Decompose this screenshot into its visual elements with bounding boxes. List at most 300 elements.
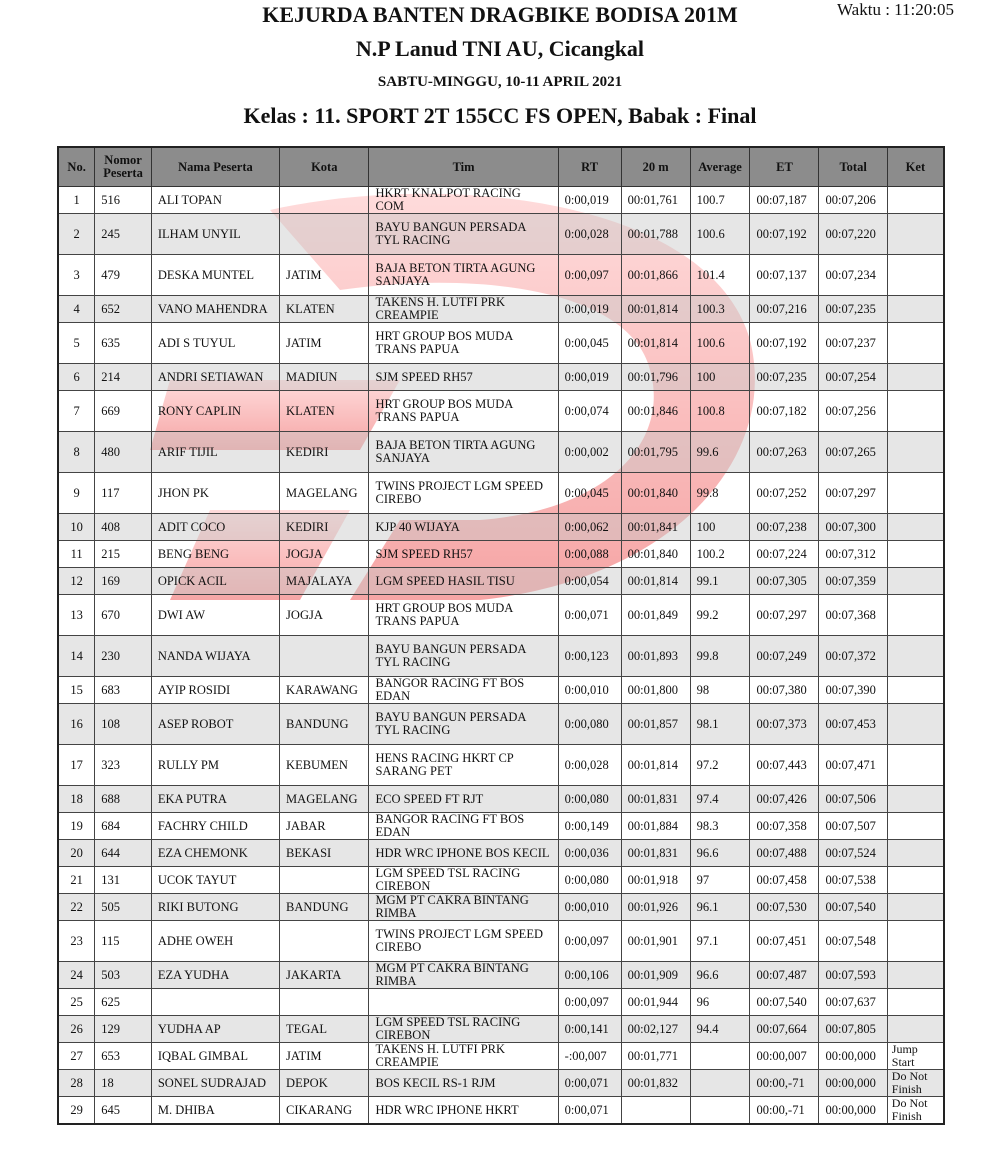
cell-ket bbox=[887, 894, 944, 921]
cell-no: 13 bbox=[58, 595, 95, 636]
cell-no: 8 bbox=[58, 432, 95, 473]
cell-kota: TEGAL bbox=[280, 1016, 369, 1043]
cell-nomor-peserta: 129 bbox=[95, 1016, 152, 1043]
cell-kota: DEPOK bbox=[280, 1070, 369, 1097]
cell-nomor-peserta: 653 bbox=[95, 1043, 152, 1070]
column-header-kota: Kota bbox=[280, 147, 369, 187]
cell-average: 96.1 bbox=[690, 894, 750, 921]
cell-et: 00:00,-71 bbox=[750, 1097, 819, 1125]
cell-ket bbox=[887, 595, 944, 636]
cell-kota bbox=[280, 636, 369, 677]
cell-ket bbox=[887, 296, 944, 323]
cell-rt: 0:00,097 bbox=[558, 255, 621, 296]
cell-total: 00:07,390 bbox=[819, 677, 887, 704]
cell-kota bbox=[280, 214, 369, 255]
cell-tim: HDR WRC IPHONE BOS KECIL bbox=[369, 840, 558, 867]
cell-et: 00:07,187 bbox=[750, 187, 819, 214]
cell-nama-peserta: ANDRI SETIAWAN bbox=[151, 364, 279, 391]
cell-total: 00:07,593 bbox=[819, 962, 887, 989]
cell-no: 22 bbox=[58, 894, 95, 921]
cell-nama-peserta: IQBAL GIMBAL bbox=[151, 1043, 279, 1070]
cell-nama-peserta: EZA CHEMONK bbox=[151, 840, 279, 867]
table-row bbox=[58, 786, 944, 813]
cell-kota: MAJALAYA bbox=[280, 568, 369, 595]
results-table bbox=[57, 146, 945, 1125]
cell-total: 00:07,235 bbox=[819, 296, 887, 323]
cell-rt: 0:00,045 bbox=[558, 473, 621, 514]
cell-rt: 0:00,141 bbox=[558, 1016, 621, 1043]
cell-total: 00:07,453 bbox=[819, 704, 887, 745]
cell-rt: 0:00,080 bbox=[558, 786, 621, 813]
cell-20m: 00:01,926 bbox=[621, 894, 690, 921]
cell-no: 6 bbox=[58, 364, 95, 391]
cell-average: 101.4 bbox=[690, 255, 750, 296]
cell-nomor-peserta: 479 bbox=[95, 255, 152, 296]
column-header-no: No. bbox=[58, 147, 95, 187]
cell-no: 12 bbox=[58, 568, 95, 595]
cell-20m: 00:01,832 bbox=[621, 1070, 690, 1097]
cell-kota: MAGELANG bbox=[280, 473, 369, 514]
cell-20m: 00:01,840 bbox=[621, 473, 690, 514]
cell-nomor-peserta: 131 bbox=[95, 867, 152, 894]
cell-tim bbox=[369, 989, 558, 1016]
cell-nama-peserta: ILHAM UNYIL bbox=[151, 214, 279, 255]
cell-et: 00:07,530 bbox=[750, 894, 819, 921]
cell-et: 00:07,238 bbox=[750, 514, 819, 541]
cell-no: 18 bbox=[58, 786, 95, 813]
cell-no: 7 bbox=[58, 391, 95, 432]
cell-tim: HDR WRC IPHONE HKRT bbox=[369, 1097, 558, 1125]
cell-nama-peserta: ADI S TUYUL bbox=[151, 323, 279, 364]
cell-tim: HRT GROUP BOS MUDA TRANS PAPUA bbox=[369, 595, 558, 636]
cell-ket bbox=[887, 473, 944, 514]
cell-nomor-peserta: 644 bbox=[95, 840, 152, 867]
cell-kota bbox=[280, 921, 369, 962]
cell-kota: JAKARTA bbox=[280, 962, 369, 989]
cell-kota: MAGELANG bbox=[280, 786, 369, 813]
cell-tim: BAYU BANGUN PERSADA TYL RACING bbox=[369, 636, 558, 677]
cell-nomor-peserta: 505 bbox=[95, 894, 152, 921]
cell-average: 100.6 bbox=[690, 214, 750, 255]
cell-total: 00:07,206 bbox=[819, 187, 887, 214]
cell-tim: SJM SPEED RH57 bbox=[369, 364, 558, 391]
cell-nama-peserta: ADHE OWEH bbox=[151, 921, 279, 962]
cell-rt: 0:00,036 bbox=[558, 840, 621, 867]
cell-average: 100 bbox=[690, 364, 750, 391]
cell-ket bbox=[887, 1016, 944, 1043]
cell-rt: 0:00,097 bbox=[558, 921, 621, 962]
cell-average: 97 bbox=[690, 867, 750, 894]
cell-average: 99.8 bbox=[690, 473, 750, 514]
cell-tim: HRT GROUP BOS MUDA TRANS PAPUA bbox=[369, 323, 558, 364]
cell-et: 00:00,-71 bbox=[750, 1070, 819, 1097]
cell-rt: 0:00,097 bbox=[558, 989, 621, 1016]
cell-et: 00:07,192 bbox=[750, 214, 819, 255]
table-row bbox=[58, 704, 944, 745]
cell-average: 98.1 bbox=[690, 704, 750, 745]
cell-average bbox=[690, 1070, 750, 1097]
cell-total: 00:07,507 bbox=[819, 813, 887, 840]
cell-et: 00:07,182 bbox=[750, 391, 819, 432]
cell-total: 00:07,265 bbox=[819, 432, 887, 473]
cell-tim: MGM PT CAKRA BINTANG RIMBA bbox=[369, 894, 558, 921]
cell-average: 96 bbox=[690, 989, 750, 1016]
cell-nomor-peserta: 645 bbox=[95, 1097, 152, 1125]
cell-20m: 00:01,849 bbox=[621, 595, 690, 636]
cell-20m: 00:01,909 bbox=[621, 962, 690, 989]
cell-nama-peserta: DWI AW bbox=[151, 595, 279, 636]
class-title: Kelas : 11. SPORT 2T 155CC FS OPEN, Babak : Final bbox=[243, 103, 757, 128]
cell-average: 99.1 bbox=[690, 568, 750, 595]
cell-et: 00:07,443 bbox=[750, 745, 819, 786]
cell-rt: 0:00,071 bbox=[558, 595, 621, 636]
cell-ket bbox=[887, 568, 944, 595]
cell-kota: KLATEN bbox=[280, 391, 369, 432]
cell-no: 19 bbox=[58, 813, 95, 840]
cell-20m: 00:01,788 bbox=[621, 214, 690, 255]
cell-no: 27 bbox=[58, 1043, 95, 1070]
cell-20m: 00:01,800 bbox=[621, 677, 690, 704]
column-header-nomor-peserta: Nomor Peserta bbox=[95, 147, 152, 187]
cell-20m: 00:01,814 bbox=[621, 296, 690, 323]
table-row bbox=[58, 1070, 944, 1097]
table-row bbox=[58, 813, 944, 840]
cell-average: 99.2 bbox=[690, 595, 750, 636]
cell-rt: 0:00,019 bbox=[558, 187, 621, 214]
cell-nama-peserta: DESKA MUNTEL bbox=[151, 255, 279, 296]
cell-kota: KLATEN bbox=[280, 296, 369, 323]
cell-et: 00:07,451 bbox=[750, 921, 819, 962]
cell-rt: 0:00,062 bbox=[558, 514, 621, 541]
cell-ket bbox=[887, 989, 944, 1016]
table-row bbox=[58, 214, 944, 255]
cell-rt: 0:00,106 bbox=[558, 962, 621, 989]
cell-no: 17 bbox=[58, 745, 95, 786]
cell-rt: 0:00,071 bbox=[558, 1097, 621, 1125]
cell-kota: BEKASI bbox=[280, 840, 369, 867]
cell-nama-peserta: EKA PUTRA bbox=[151, 786, 279, 813]
table-row bbox=[58, 296, 944, 323]
cell-total: 00:07,637 bbox=[819, 989, 887, 1016]
cell-kota: JABAR bbox=[280, 813, 369, 840]
cell-average: 99.8 bbox=[690, 636, 750, 677]
table-row bbox=[58, 677, 944, 704]
cell-ket bbox=[887, 867, 944, 894]
cell-nomor-peserta: 323 bbox=[95, 745, 152, 786]
cell-tim: HKRT KNALPOT RACING COM bbox=[369, 187, 558, 214]
cell-nomor-peserta: 625 bbox=[95, 989, 152, 1016]
event-date: SABTU-MINGGU, 10-11 APRIL 2021 bbox=[377, 74, 623, 90]
cell-nomor-peserta: 516 bbox=[95, 187, 152, 214]
table-row bbox=[58, 595, 944, 636]
cell-nama-peserta: RIKI BUTONG bbox=[151, 894, 279, 921]
cell-nama-peserta: ASEP ROBOT bbox=[151, 704, 279, 745]
cell-tim: SJM SPEED RH57 bbox=[369, 541, 558, 568]
table-row bbox=[58, 364, 944, 391]
cell-nama-peserta: FACHRY CHILD bbox=[151, 813, 279, 840]
cell-kota: BANDUNG bbox=[280, 704, 369, 745]
cell-ket bbox=[887, 391, 944, 432]
cell-total: 00:07,234 bbox=[819, 255, 887, 296]
cell-nomor-peserta: 669 bbox=[95, 391, 152, 432]
cell-nomor-peserta: 480 bbox=[95, 432, 152, 473]
cell-ket bbox=[887, 677, 944, 704]
cell-no: 3 bbox=[58, 255, 95, 296]
cell-20m: 00:01,884 bbox=[621, 813, 690, 840]
cell-average: 97.2 bbox=[690, 745, 750, 786]
cell-ket bbox=[887, 813, 944, 840]
cell-ket bbox=[887, 840, 944, 867]
cell-tim: TAKENS H. LUTFI PRK CREAMPIE bbox=[369, 296, 558, 323]
cell-nomor-peserta: 408 bbox=[95, 514, 152, 541]
table-header-row bbox=[58, 147, 944, 187]
cell-kota: BANDUNG bbox=[280, 894, 369, 921]
column-header-ket: Ket bbox=[887, 147, 944, 187]
cell-average: 99.6 bbox=[690, 432, 750, 473]
cell-tim: BAJA BETON TIRTA AGUNG SANJAYA bbox=[369, 432, 558, 473]
column-header-nama-peserta: Nama Peserta bbox=[151, 147, 279, 187]
cell-20m: 00:01,857 bbox=[621, 704, 690, 745]
cell-20m: 00:01,814 bbox=[621, 323, 690, 364]
cell-nomor-peserta: 215 bbox=[95, 541, 152, 568]
cell-average: 98 bbox=[690, 677, 750, 704]
cell-tim: BAJA BETON TIRTA AGUNG SANJAYA bbox=[369, 255, 558, 296]
cell-kota: JOGJA bbox=[280, 595, 369, 636]
cell-et: 00:07,540 bbox=[750, 989, 819, 1016]
table-row bbox=[58, 514, 944, 541]
cell-total: 00:07,538 bbox=[819, 867, 887, 894]
cell-nama-peserta: RULLY PM bbox=[151, 745, 279, 786]
cell-average: 97.4 bbox=[690, 786, 750, 813]
cell-ket bbox=[887, 214, 944, 255]
cell-nama-peserta: UCOK TAYUT bbox=[151, 867, 279, 894]
cell-tim: BAYU BANGUN PERSADA TYL RACING bbox=[369, 214, 558, 255]
cell-kota: JATIM bbox=[280, 1043, 369, 1070]
cell-nomor-peserta: 635 bbox=[95, 323, 152, 364]
cell-total: 00:07,312 bbox=[819, 541, 887, 568]
cell-kota: KEDIRI bbox=[280, 514, 369, 541]
cell-et: 00:07,224 bbox=[750, 541, 819, 568]
column-header-20m: 20 m bbox=[621, 147, 690, 187]
cell-total: 00:07,297 bbox=[819, 473, 887, 514]
table-row bbox=[58, 989, 944, 1016]
cell-total: 00:07,805 bbox=[819, 1016, 887, 1043]
cell-tim: BAYU BANGUN PERSADA TYL RACING bbox=[369, 704, 558, 745]
cell-nama-peserta: ALI TOPAN bbox=[151, 187, 279, 214]
cell-total: 00:07,471 bbox=[819, 745, 887, 786]
table-row bbox=[58, 1097, 944, 1125]
cell-kota: JATIM bbox=[280, 323, 369, 364]
cell-ket: Do Not Finish bbox=[887, 1097, 944, 1125]
cell-no: 16 bbox=[58, 704, 95, 745]
cell-total: 00:07,256 bbox=[819, 391, 887, 432]
cell-nama-peserta: OPICK ACIL bbox=[151, 568, 279, 595]
cell-rt: 0:00,028 bbox=[558, 745, 621, 786]
cell-average: 100.3 bbox=[690, 296, 750, 323]
cell-no: 25 bbox=[58, 989, 95, 1016]
cell-nomor-peserta: 652 bbox=[95, 296, 152, 323]
cell-20m: 00:01,771 bbox=[621, 1043, 690, 1070]
cell-rt: 0:00,010 bbox=[558, 677, 621, 704]
cell-average: 94.4 bbox=[690, 1016, 750, 1043]
cell-nama-peserta: JHON PK bbox=[151, 473, 279, 514]
column-header-total: Total bbox=[819, 147, 887, 187]
cell-nama-peserta bbox=[151, 989, 279, 1016]
cell-20m: 00:01,846 bbox=[621, 391, 690, 432]
cell-nomor-peserta: 684 bbox=[95, 813, 152, 840]
table-row bbox=[58, 636, 944, 677]
cell-nomor-peserta: 18 bbox=[95, 1070, 152, 1097]
cell-average bbox=[690, 1043, 750, 1070]
cell-rt: 0:00,123 bbox=[558, 636, 621, 677]
cell-nomor-peserta: 503 bbox=[95, 962, 152, 989]
table-row bbox=[58, 962, 944, 989]
cell-ket bbox=[887, 636, 944, 677]
cell-kota bbox=[280, 187, 369, 214]
cell-average: 100.8 bbox=[690, 391, 750, 432]
table-row bbox=[58, 894, 944, 921]
table-row bbox=[58, 921, 944, 962]
column-header-average: Average bbox=[690, 147, 750, 187]
cell-total: 00:07,506 bbox=[819, 786, 887, 813]
cell-ket bbox=[887, 323, 944, 364]
cell-ket: Do Not Finish bbox=[887, 1070, 944, 1097]
cell-average: 100.6 bbox=[690, 323, 750, 364]
table-row bbox=[58, 432, 944, 473]
cell-total: 00:00,000 bbox=[819, 1097, 887, 1125]
cell-ket bbox=[887, 704, 944, 745]
cell-average: 96.6 bbox=[690, 840, 750, 867]
table-row bbox=[58, 255, 944, 296]
cell-nama-peserta: ADIT COCO bbox=[151, 514, 279, 541]
cell-tim: BANGOR RACING FT BOS EDAN bbox=[369, 677, 558, 704]
cell-no: 11 bbox=[58, 541, 95, 568]
cell-nama-peserta: M. DHIBA bbox=[151, 1097, 279, 1125]
cell-ket bbox=[887, 541, 944, 568]
cell-nama-peserta: ARIF TIJIL bbox=[151, 432, 279, 473]
cell-nomor-peserta: 115 bbox=[95, 921, 152, 962]
cell-et: 00:07,305 bbox=[750, 568, 819, 595]
cell-ket bbox=[887, 745, 944, 786]
cell-no: 20 bbox=[58, 840, 95, 867]
cell-et: 00:07,297 bbox=[750, 595, 819, 636]
cell-20m: 00:01,761 bbox=[621, 187, 690, 214]
cell-kota: KEDIRI bbox=[280, 432, 369, 473]
cell-kota: MADIUN bbox=[280, 364, 369, 391]
cell-et: 00:07,235 bbox=[750, 364, 819, 391]
cell-tim: BOS KECIL RS-1 RJM bbox=[369, 1070, 558, 1097]
cell-rt: 0:00,019 bbox=[558, 296, 621, 323]
cell-total: 00:07,254 bbox=[819, 364, 887, 391]
cell-et: 00:07,664 bbox=[750, 1016, 819, 1043]
cell-et: 00:07,426 bbox=[750, 786, 819, 813]
table-row bbox=[58, 568, 944, 595]
table-row bbox=[58, 1043, 944, 1070]
cell-ket bbox=[887, 962, 944, 989]
cell-nama-peserta: YUDHA AP bbox=[151, 1016, 279, 1043]
cell-kota bbox=[280, 989, 369, 1016]
cell-total: 00:07,220 bbox=[819, 214, 887, 255]
cell-20m: 00:01,814 bbox=[621, 568, 690, 595]
cell-total: 00:07,237 bbox=[819, 323, 887, 364]
cell-total: 00:07,372 bbox=[819, 636, 887, 677]
cell-no: 21 bbox=[58, 867, 95, 894]
cell-no: 10 bbox=[58, 514, 95, 541]
cell-no: 1 bbox=[58, 187, 95, 214]
cell-no: 4 bbox=[58, 296, 95, 323]
cell-rt: 0:00,054 bbox=[558, 568, 621, 595]
cell-tim: KJP 40 WIJAYA bbox=[369, 514, 558, 541]
cell-kota: JATIM bbox=[280, 255, 369, 296]
cell-nama-peserta: BENG BENG bbox=[151, 541, 279, 568]
cell-nama-peserta: EZA YUDHA bbox=[151, 962, 279, 989]
cell-total: 00:00,000 bbox=[819, 1043, 887, 1070]
cell-et: 00:07,137 bbox=[750, 255, 819, 296]
cell-20m: 00:02,127 bbox=[621, 1016, 690, 1043]
cell-average: 97.1 bbox=[690, 921, 750, 962]
cell-et: 00:07,249 bbox=[750, 636, 819, 677]
cell-tim: LGM SPEED TSL RACING CIREBON bbox=[369, 867, 558, 894]
cell-total: 00:07,524 bbox=[819, 840, 887, 867]
cell-rt: 0:00,019 bbox=[558, 364, 621, 391]
table-row bbox=[58, 745, 944, 786]
cell-et: 00:07,458 bbox=[750, 867, 819, 894]
cell-tim: TWINS PROJECT LGM SPEED CIREBO bbox=[369, 473, 558, 514]
cell-tim: LGM SPEED HASIL TISU bbox=[369, 568, 558, 595]
cell-average: 100.7 bbox=[690, 187, 750, 214]
cell-nomor-peserta: 683 bbox=[95, 677, 152, 704]
table-row bbox=[58, 541, 944, 568]
cell-nama-peserta: NANDA WIJAYA bbox=[151, 636, 279, 677]
cell-ket: Jump Start bbox=[887, 1043, 944, 1070]
cell-et: 00:07,373 bbox=[750, 704, 819, 745]
cell-no: 9 bbox=[58, 473, 95, 514]
cell-total: 00:00,000 bbox=[819, 1070, 887, 1097]
cell-ket bbox=[887, 187, 944, 214]
cell-ket bbox=[887, 921, 944, 962]
cell-nomor-peserta: 214 bbox=[95, 364, 152, 391]
table-row bbox=[58, 391, 944, 432]
cell-et: 00:07,488 bbox=[750, 840, 819, 867]
event-title: KEJURDA BANTEN DRAGBIKE BODISA 201M bbox=[262, 2, 738, 27]
cell-tim: BANGOR RACING FT BOS EDAN bbox=[369, 813, 558, 840]
cell-tim: LGM SPEED TSL RACING CIREBON bbox=[369, 1016, 558, 1043]
cell-total: 00:07,540 bbox=[819, 894, 887, 921]
column-header-rt: RT bbox=[558, 147, 621, 187]
cell-rt: 0:00,088 bbox=[558, 541, 621, 568]
cell-kota bbox=[280, 867, 369, 894]
cell-kota: CIKARANG bbox=[280, 1097, 369, 1125]
cell-rt: 0:00,149 bbox=[558, 813, 621, 840]
cell-et: 00:07,263 bbox=[750, 432, 819, 473]
cell-nomor-peserta: 688 bbox=[95, 786, 152, 813]
cell-20m: 00:01,796 bbox=[621, 364, 690, 391]
cell-20m: 00:01,944 bbox=[621, 989, 690, 1016]
cell-ket bbox=[887, 255, 944, 296]
cell-tim: ECO SPEED FT RJT bbox=[369, 786, 558, 813]
cell-total: 00:07,300 bbox=[819, 514, 887, 541]
cell-nomor-peserta: 169 bbox=[95, 568, 152, 595]
cell-rt: 0:00,080 bbox=[558, 867, 621, 894]
cell-tim: TWINS PROJECT LGM SPEED CIREBO bbox=[369, 921, 558, 962]
table-row bbox=[58, 1016, 944, 1043]
cell-nama-peserta: VANO MAHENDRA bbox=[151, 296, 279, 323]
cell-tim: TAKENS H. LUTFI PRK CREAMPIE bbox=[369, 1043, 558, 1070]
cell-20m: 00:01,814 bbox=[621, 745, 690, 786]
column-header-tim: Tim bbox=[369, 147, 558, 187]
cell-ket bbox=[887, 514, 944, 541]
cell-no: 5 bbox=[58, 323, 95, 364]
